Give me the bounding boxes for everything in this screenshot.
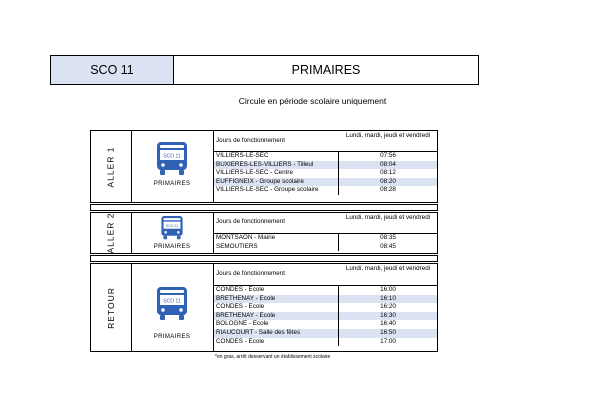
bus-cell xyxy=(131,264,214,351)
days-value: Lundi, mardi, jeudi et vendredi xyxy=(345,265,431,272)
days-label: Jours de fonctionnement xyxy=(216,270,285,277)
footnote: *en gras, arrêt desservant un établissement scolaire xyxy=(215,354,331,360)
route-header xyxy=(50,55,479,85)
stop-row: CONDES - Ecole 17:00 xyxy=(214,338,437,347)
stop-row: VILLIERS-LE-SEC - Groupe scolaire 08:28 xyxy=(214,186,437,195)
direction-label: ALLER 1 xyxy=(91,131,132,202)
stops-table xyxy=(214,264,437,351)
bus-cell xyxy=(131,213,214,253)
direction-label: RETOUR xyxy=(91,264,132,351)
stop-row: VILLIERS-LE-SEC - Centre 08:12 xyxy=(214,169,437,178)
bus-icon xyxy=(156,287,188,321)
bus-icon xyxy=(156,142,188,176)
table-header xyxy=(214,131,437,152)
bus-cell xyxy=(131,131,214,202)
days-value: Lundi, mardi, jeudi et vendredi xyxy=(345,132,431,139)
separator-strip xyxy=(90,255,438,262)
separator-strip xyxy=(90,204,438,211)
stop-row: CONDES - Ecole 16:20 xyxy=(214,303,437,312)
direction-label: ALLER 2 xyxy=(91,213,132,253)
days-value: Lundi, mardi, jeudi et vendredi xyxy=(345,214,431,221)
stops-table xyxy=(214,131,437,202)
stop-row: CONDES - Ecole 16:00 xyxy=(214,286,437,295)
route-code: SCO 11 xyxy=(51,56,174,84)
svg-text:SCO 11: SCO 11 xyxy=(163,298,181,305)
svg-text:SCO 11: SCO 11 xyxy=(163,153,181,160)
table-header xyxy=(214,264,437,286)
timetable-aller-2 xyxy=(90,212,438,254)
timetable-retour xyxy=(90,263,438,352)
stops-table xyxy=(214,213,437,253)
stop-row: SEMOUTIERS 08:45 xyxy=(214,243,437,252)
stop-row: VILLIERS-LE-SEC 07:56 xyxy=(214,152,437,161)
bus-level-label: PRIMAIRES xyxy=(153,334,191,340)
svg-text:SCO 11: SCO 11 xyxy=(165,223,179,228)
school-level: PRIMAIRES xyxy=(291,63,361,77)
stop-row: BOLOGNE - Ecole 16:40 xyxy=(214,320,437,329)
service-note: Circule en période scolaire uniquement xyxy=(238,96,387,106)
timetable-aller-1 xyxy=(90,130,438,203)
stop-row: EUFFIGNEIX - Groupe scolaire 08:20 xyxy=(214,178,437,187)
stop-row: BRETHENAY - Ecole 16:30 xyxy=(214,312,437,321)
bus-level-label: PRIMAIRES xyxy=(153,244,191,250)
table-header xyxy=(214,213,437,234)
stop-row: RIAUCOURT - Salle des fêtes 16:50 xyxy=(214,329,437,338)
stop-row: MONTSAON - Mairie 08:35 xyxy=(214,234,437,243)
days-label: Jours de fonctionnement xyxy=(216,137,285,144)
bus-icon xyxy=(160,216,184,240)
bus-level-label: PRIMAIRES xyxy=(153,181,191,187)
days-label: Jours de fonctionnement xyxy=(216,218,285,225)
stop-row: BUXIERES-LES-VILLIERS - Tilleul 08:04 xyxy=(214,161,437,170)
stop-row: BRETHENAY - Ecole 16:10 xyxy=(214,295,437,304)
